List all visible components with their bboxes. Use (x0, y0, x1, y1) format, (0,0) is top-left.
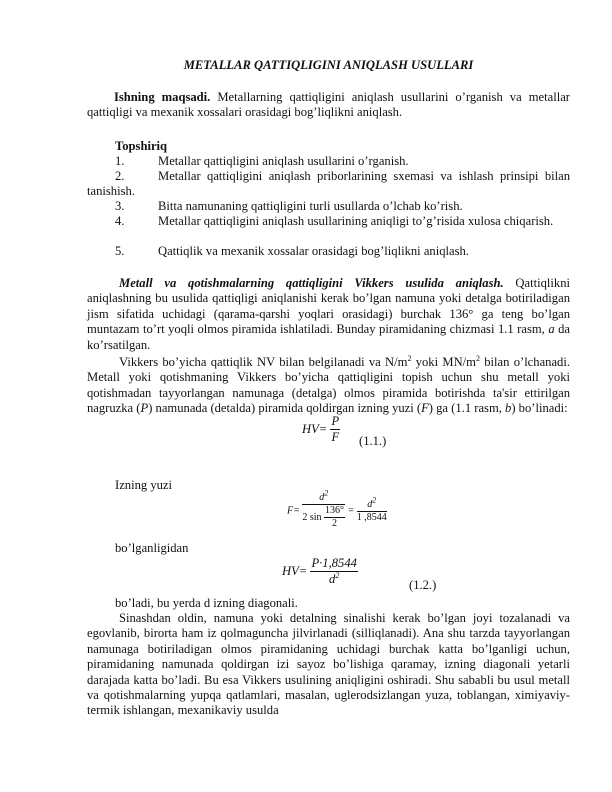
superscript: 2 (335, 571, 340, 581)
task-number: 3. (115, 199, 125, 213)
task-number: 1. (115, 154, 125, 168)
task-item-1 (87, 154, 570, 169)
formula-equals: = (293, 505, 300, 517)
symbol-f: F (421, 401, 429, 416)
formula-fraction (310, 556, 357, 588)
equation-number-1-2: (1.2.) (409, 578, 437, 592)
formula-lhs: F (287, 505, 294, 517)
section-heading: Metall va qotishmalarning qattiqligini Vikkers usulida aniqlash. (119, 276, 504, 290)
symbol-d: d (319, 492, 325, 503)
task-item-4 (87, 214, 570, 229)
aim-label: Ishning maqsadi. (114, 90, 211, 104)
task-text: Qattiqlik va mexanik xossalar orasidagi bog’liqlikni aniqlash. (158, 244, 469, 258)
formula-equals: = (318, 421, 328, 436)
sin-term: 2 sin (302, 511, 322, 523)
equation-number-1-1: (1.1.) (359, 434, 387, 448)
preparation-paragraph: Sinashdan oldin, namuna yoki detalning sinalishi kerak bo’lgan joyi tozalanadi va egovlanib, birorta ham iz qolmaguncha jilvirlanadi (silliqlanadi). Ana shu tarzda tayyorlangan namunaga botiriladigan olmos piramidaning uchidagi burchak katta bo’lganligi uchun, piramidaning namunada qoldirgan izi sayoz bo’lishiga qaramay, izning diagonali yetarli darajada katta bo’ladi. Bu esa Vikkers usulining aniqligini oshiradi. Shu sababli bu usul metall va qotishmalarning yupqa qatlamlari, masalan, uglerodsizlangan yuza, toblangan, ximiyaviy-termik ishlangan, mexanikaviy usulda (87, 611, 570, 718)
symbol-p: P (140, 401, 149, 416)
symbol-d: d (329, 572, 336, 587)
superscript: 2 (372, 495, 377, 505)
formula-equals: = (298, 563, 308, 578)
superscript: 2 (475, 353, 480, 363)
task-number: 4. (115, 214, 125, 228)
fraction-numerator: P (330, 414, 340, 430)
where-text: bo’ladi, bu yerda d izning diagonali. (115, 596, 298, 610)
formula-fraction (330, 414, 340, 446)
task-text: Bitta namunaning qattiqligini turli usullarda o’lchab ko’rish. (158, 199, 463, 213)
fraction-denominator (310, 572, 357, 587)
paragraph-text: bilan o’lchanadi. Metall yoki qotishmaning Vikkers bo’yicha qattiqligini topish uchun shu metall yoki qotishmadan tayyorlangan namunaga (detalga) olmos piramida botirishda ta'sir ettirilgan nagruzka ( (87, 355, 570, 416)
figure-ref-b: b (505, 401, 512, 416)
paragraph-text: Qattiqlikni aniqlashning bu usulida qattiqligi aniqlanishi kerak bo’lgan namuna yoki detalga botiriladigan jism sifatida uchidagi (qarama-qarshi yoqlari orasidagi) burchak 136° ga teng bo’lgan muntazam to’rt yoqli olmos piramida ishlatiladi. Bunday piramidaning chizmasi 1.1 rasm, (87, 276, 571, 337)
paragraph-text: ) ga (1.1 rasm, (428, 401, 506, 416)
aim-text: Metallarning qattiqligini aniqlash usullarini o’rganish va metallar qattiqligi va mexanik xossalari orasidagi bog’liqlikni aniqlash. (87, 90, 570, 120)
paragraph-text: yoki MN/m (411, 355, 476, 369)
angle-numerator: 136° (325, 505, 345, 516)
formula-hv-p-over-f (302, 414, 340, 446)
task-text: Metallar qattiqligini aniqlash usullarini o’rganish. (158, 154, 409, 168)
formula-f-surface (287, 488, 387, 530)
tasks-heading: Topshiriq (115, 139, 168, 153)
vickers-definition-paragraph (87, 355, 570, 417)
angle-denominator: 2 (332, 518, 338, 529)
fraction-numerator: P·1,8544 (310, 556, 357, 572)
formula-fraction-2 (356, 495, 387, 524)
task-number: 2. (115, 169, 125, 183)
task-text: Metallar qattiqligini aniqlash usullarining aniqligi to’g’risida xulosa chiqarish. (158, 214, 554, 228)
task-number: 5. (115, 244, 125, 258)
paragraph-text: ) namunada (detalda) piramida qoldirgan izning yuzi ( (148, 401, 422, 416)
task-item-5 (87, 244, 570, 259)
formula-equals: = (347, 505, 355, 517)
task-text: Metallar qattiqligini aniqlash priborlarining sxemasi va ishlash prinsipi bilan tanishish. (87, 169, 570, 199)
paragraph-text: da ko’rsatilgan. (87, 322, 570, 352)
surface-label: Izning yuzi (115, 478, 173, 492)
formula-lhs: HV (302, 421, 319, 436)
symbol-d: d (367, 498, 373, 510)
superscript: 2 (324, 488, 329, 498)
fraction-numerator (302, 488, 345, 505)
vickers-intro-paragraph (87, 276, 570, 353)
formula-lhs: HV (282, 563, 299, 578)
from-label: bo’lganligidan (115, 541, 189, 555)
task-item-2 (87, 169, 570, 200)
fraction-denominator: 1 ,8544 (356, 511, 387, 523)
formula-fraction-1 (302, 488, 345, 530)
task-item-3 (87, 199, 570, 214)
superscript: 2 (407, 353, 412, 363)
angle-fraction (324, 505, 345, 530)
paragraph-text: ) bo’linadi: (511, 401, 568, 416)
fraction-numerator (357, 495, 387, 512)
fraction-denominator (302, 505, 345, 530)
paragraph-text: Vikkers bo’yicha qattiqlik NV bilan belgilanadi va N/m (119, 355, 408, 369)
formula-hv-vickers (282, 556, 358, 588)
page-title: METALLAR QATTIQLIGINI ANIQLASH USULLARI (183, 58, 474, 72)
fraction-denominator: F (331, 430, 340, 445)
aim-paragraph (87, 90, 570, 121)
figure-ref-a: a (548, 322, 555, 337)
